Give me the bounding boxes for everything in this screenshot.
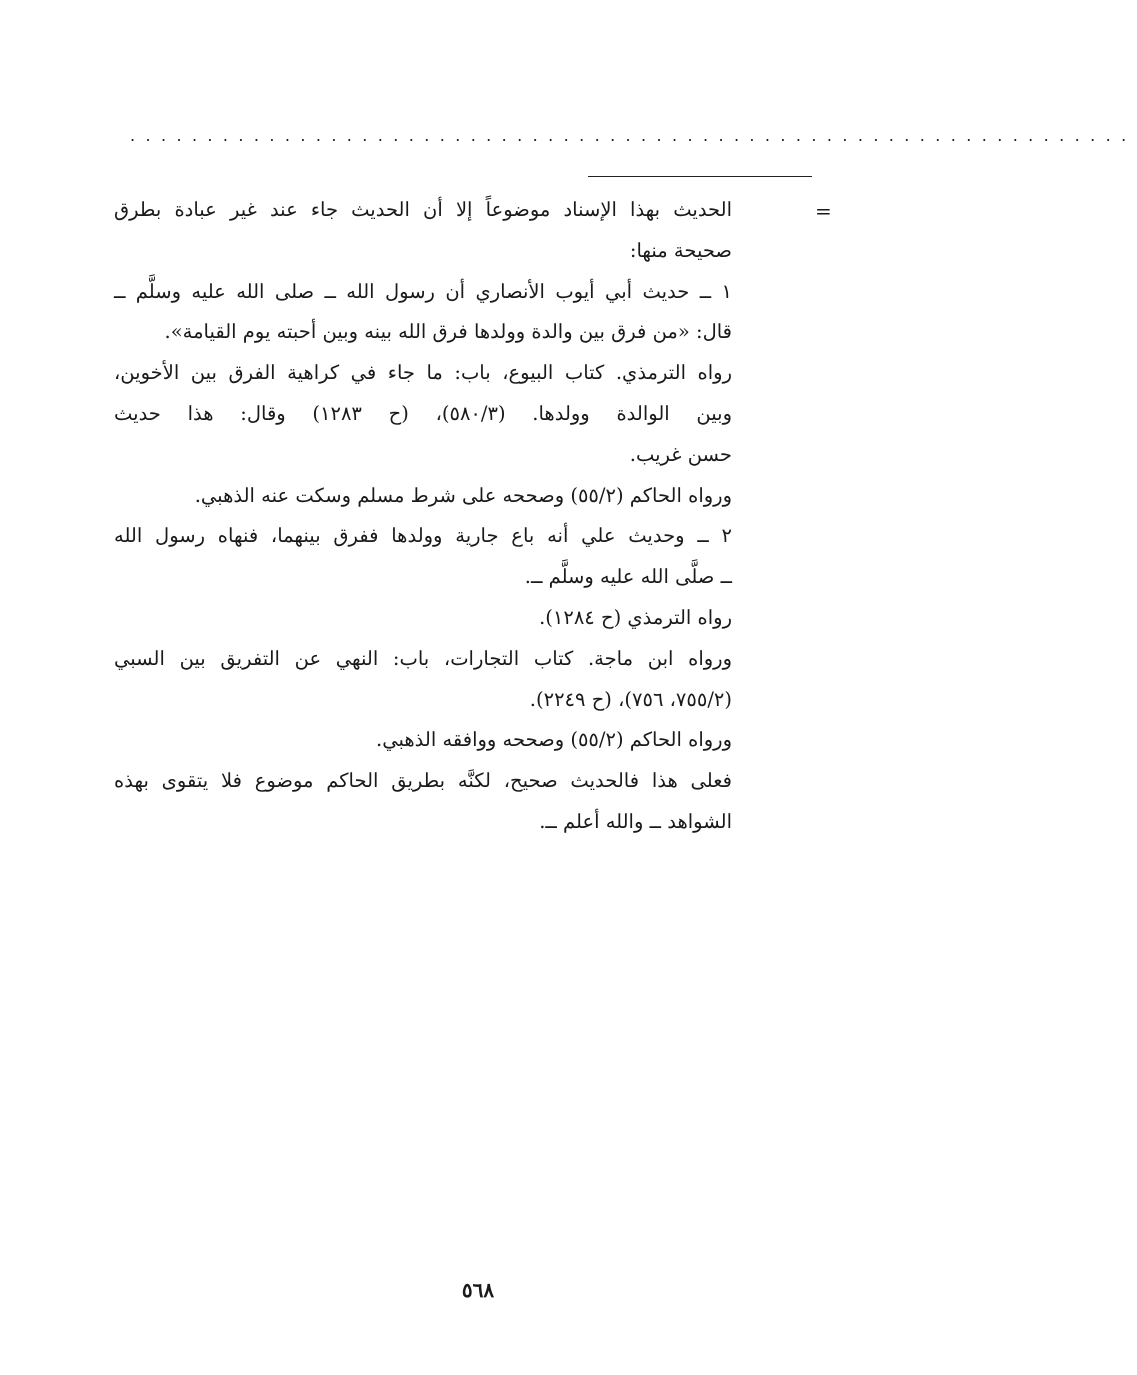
footnote-line-15: فعلى هذا فالحديث صحيح، لكنَّه بطريق الحاكم موضوع فلا يتقوى بهذه [114, 769, 732, 793]
dotted-separator: ................................................................. [130, 126, 1137, 145]
footnote-block [114, 190, 732, 843]
footnote-line-16: الشواهد ــ والله أعلم ــ. [539, 809, 732, 833]
footnote-line-4: قال: «من فرق بين والدة وولدها فرق الله بينه وبين أحبته يوم القيامة». [164, 320, 732, 344]
footnote-line-14: ورواه الحاكم (٥٥/٢) وصححه ووافقه الذهبي. [376, 728, 732, 752]
footnote-line-1: الحديث بهذا الإسناد موضوعاً إلا أن الحديث جاء عند غير عبادة بطرق [114, 198, 732, 221]
page-number: ٥٦٨ [461, 1278, 495, 1302]
footnote-line-8: ورواه الحاكم (٥٥/٢) وصححه على شرط مسلم وسكت عنه الذهبي. [194, 483, 732, 507]
footnote-line-2: صحيحة منها: [629, 238, 732, 262]
footnote-line-12: ورواه ابن ماجة. كتاب التجارات، باب: النهي عن التفريق بين السبي [114, 646, 732, 670]
footnote-line-6: وبين الوالدة وولدها. (٥٨٠/٣)، (ح ١٢٨٣) وقال: هذا حديث [114, 401, 732, 425]
footnote-line-13: (٧٥٥/٢، ٧٥٦)، (ح ٢٢٤٩). [529, 687, 732, 711]
footnote-line-7: حسن غريب. [629, 442, 732, 466]
continuation-mark: = [815, 199, 832, 223]
footnote-rule [588, 176, 812, 177]
footnote-line-3: ١ ــ حديث أبي أيوب الأنصاري أن رسول الله ــ صلى الله عليه وسلَّم ــ [114, 279, 732, 303]
footnote-line-9: ٢ ــ وحديث علي أنه باع جارية وولدها ففرق بينهما، فنهاه رسول الله [114, 524, 732, 548]
footnote-line-10: ــ صلَّى الله عليه وسلَّم ــ. [524, 565, 732, 589]
footnote-line-5: رواه الترمذي. كتاب البيوع، باب: ما جاء في كراهية الفرق بين الأخوين، [114, 361, 732, 385]
footnote-line-11: رواه الترمذي (ح ١٢٨٤). [539, 605, 732, 629]
